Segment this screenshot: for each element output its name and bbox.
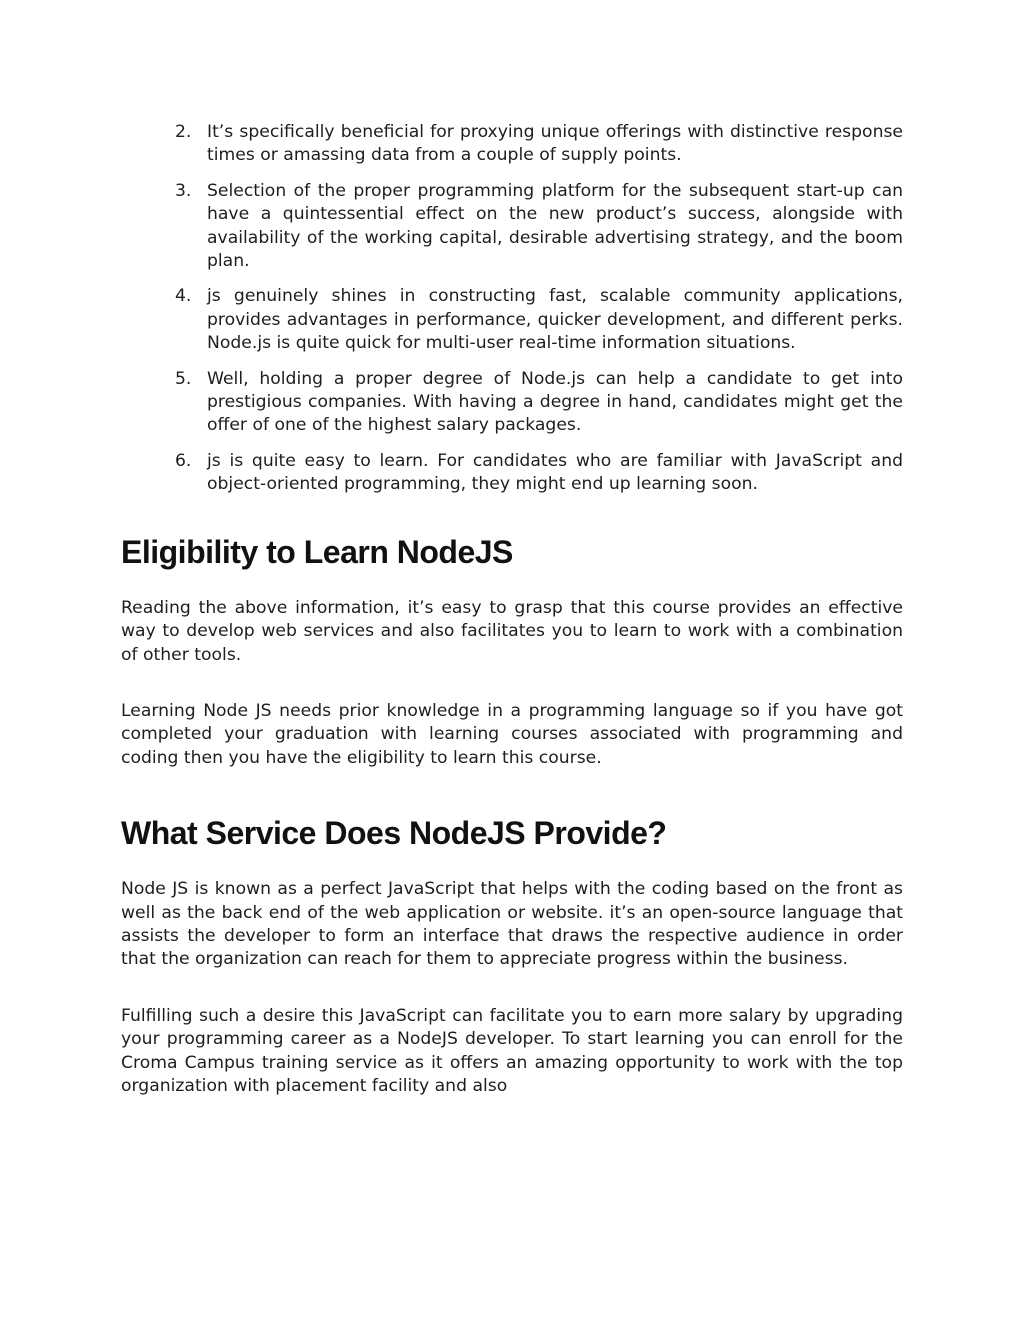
list-item-number: 2. bbox=[175, 122, 192, 142]
list-item-number: 4. bbox=[175, 286, 192, 307]
paragraph: Node JS is known as a perfect JavaScript that helps with the coding based on the front as well as the back end of the web application or website. it’s an open-source language that assists the developer to form an interface that draws the respective audience in order that the organization can reach for them to appreciate progress within the business. bbox=[121, 879, 903, 970]
list-item-text: js genuinely shines in constructing fast, scalable community applications, provides advantages in performance, quicker development, and different perks. Node.js is quite quick for multi-user real-time information situations. bbox=[207, 286, 903, 354]
list-item-text: It’s specifically beneficial for proxying unique offerings with distinctive response times or amassing data from a couple of supply points. bbox=[207, 122, 903, 166]
list-item-text: js is quite easy to learn. For candidates who are familiar with JavaScript and object-oriented programming, they might end up learning soon. bbox=[207, 450, 903, 495]
list-item bbox=[175, 180, 903, 274]
list-item-number: 6. bbox=[175, 450, 192, 471]
document-content bbox=[121, 121, 903, 1098]
list-item bbox=[175, 368, 903, 438]
list-item-text: Selection of the proper programming platform for the subsequent start-up can have a quintessential effect on the new product’s success, alongside with availability of the working capital, desirable advertising strategy, and the boom plan. bbox=[207, 180, 903, 272]
numbered-list bbox=[121, 121, 903, 497]
paragraph: Learning Node JS needs prior knowledge in a programming language so if you have got completed your graduation with learning courses associated with programming and coding then you have the eligibility to learn this course. bbox=[121, 700, 903, 768]
list-item-text: Well, holding a proper degree of Node.js can help a candidate to get into prestigious companies. With having a degree in hand, candidates might get the offer of one of the highest salary packages. bbox=[207, 368, 903, 436]
list-item bbox=[175, 285, 903, 355]
list-item bbox=[175, 121, 903, 168]
list-item-number: 5. bbox=[175, 368, 192, 389]
paragraph: Reading the above information, it’s easy to grasp that this course provides an effective way to develop web services and also facilitates you to learn to work with a combination of other tools. bbox=[121, 597, 903, 665]
list-item-number: 3. bbox=[175, 180, 192, 201]
paragraph: Fulfilling such a desire this JavaScript can facilitate you to earn more salary by upgrading your programming career as a NodeJS developer. To start learning you can enroll for the Croma Campus training service as it offers an amazing opportunity to work with the top organization with placement facility and also bbox=[121, 1005, 903, 1096]
section-heading-service: What Service Does NodeJS Provide? bbox=[121, 815, 667, 852]
section-heading-eligibility: Eligibility to Learn NodeJS bbox=[121, 533, 513, 570]
list-item bbox=[175, 450, 903, 497]
